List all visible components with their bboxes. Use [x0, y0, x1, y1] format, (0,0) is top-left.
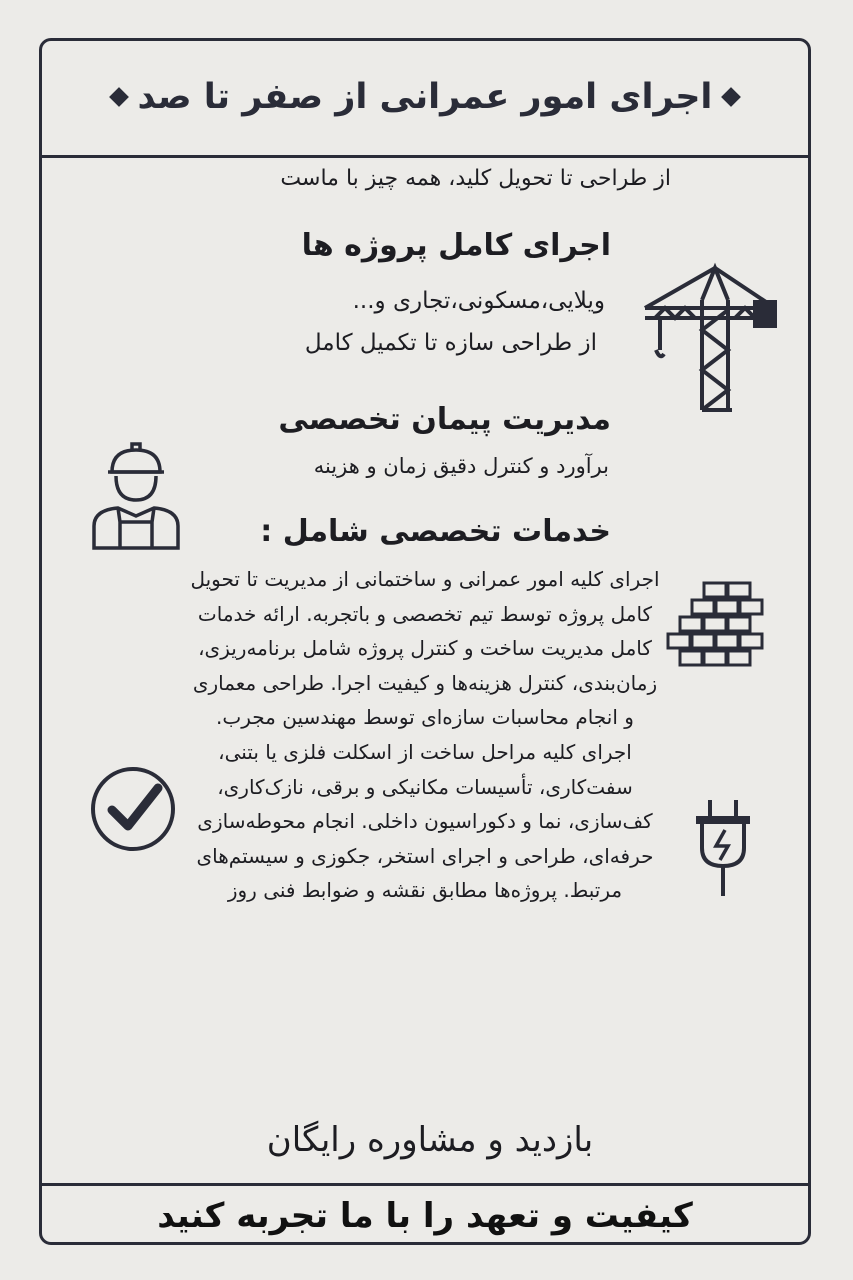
diamond-icon [109, 87, 129, 107]
worker-icon [90, 442, 182, 550]
section-heading-services: خدمات تخصصی شامل : [260, 514, 611, 549]
section-line: ویلایی،مسکونی،تجاری و... [352, 288, 605, 314]
header-bar [39, 38, 811, 158]
checkmark-icon [88, 764, 178, 854]
plug-icon [692, 796, 754, 898]
free-consultation-text: بازدید و مشاوره رایگان [266, 1120, 594, 1160]
section-heading-projects: اجرای کامل پروژه ها [301, 228, 611, 263]
footer-bar [39, 1183, 811, 1245]
crane-icon [640, 260, 780, 415]
subtitle: از طراحی تا تحویل کلید، همه چیز با ماست [280, 166, 671, 191]
section-line: برآورد و کنترل دقیق زمان و هزینه [313, 454, 609, 478]
bricks-icon [664, 580, 770, 668]
section-heading-contract: مدیریت پیمان تخصصی [278, 402, 611, 437]
diamond-icon [722, 87, 742, 107]
section-line: از طراحی سازه تا تکمیل کامل [304, 330, 597, 356]
page-title: اجرای امور عمرانی از صفر تا صد [137, 76, 713, 117]
footer-slogan: کیفیت و تعهد را با ما تجربه کنید [157, 1195, 693, 1236]
services-paragraph: اجرای کلیه امور عمرانی و ساختمانی از مدیریت تا تحویل کامل پروژه توسط تیم تخصصی و باتجربه. ارائه خدمات کامل مدیریت ساخت و کنترل پروژه شامل برنامه‌ریزی، زمان‌بندی، کنترل هزینه‌ها و کیفیت اجرا. طراحی معماری و انجام محاسبات سازه‌ای توسط مهندسین مجرب. اجرای کلیه مراحل ساخت از اسکلت فلزی یا بتنی، سفت‌کاری، تأسیسات مکانیکی و برقی، نازک‌کاری، کف‌سازی، نما و دکوراسیون داخلی. انجام محوطه‌سازی حرفه‌ای، طراحی و اجرای استخر، جکوزی و سیستم‌های مرتبط. پروژه‌ها مطابق نقشه و ضوابط فنی روز [190, 567, 660, 903]
